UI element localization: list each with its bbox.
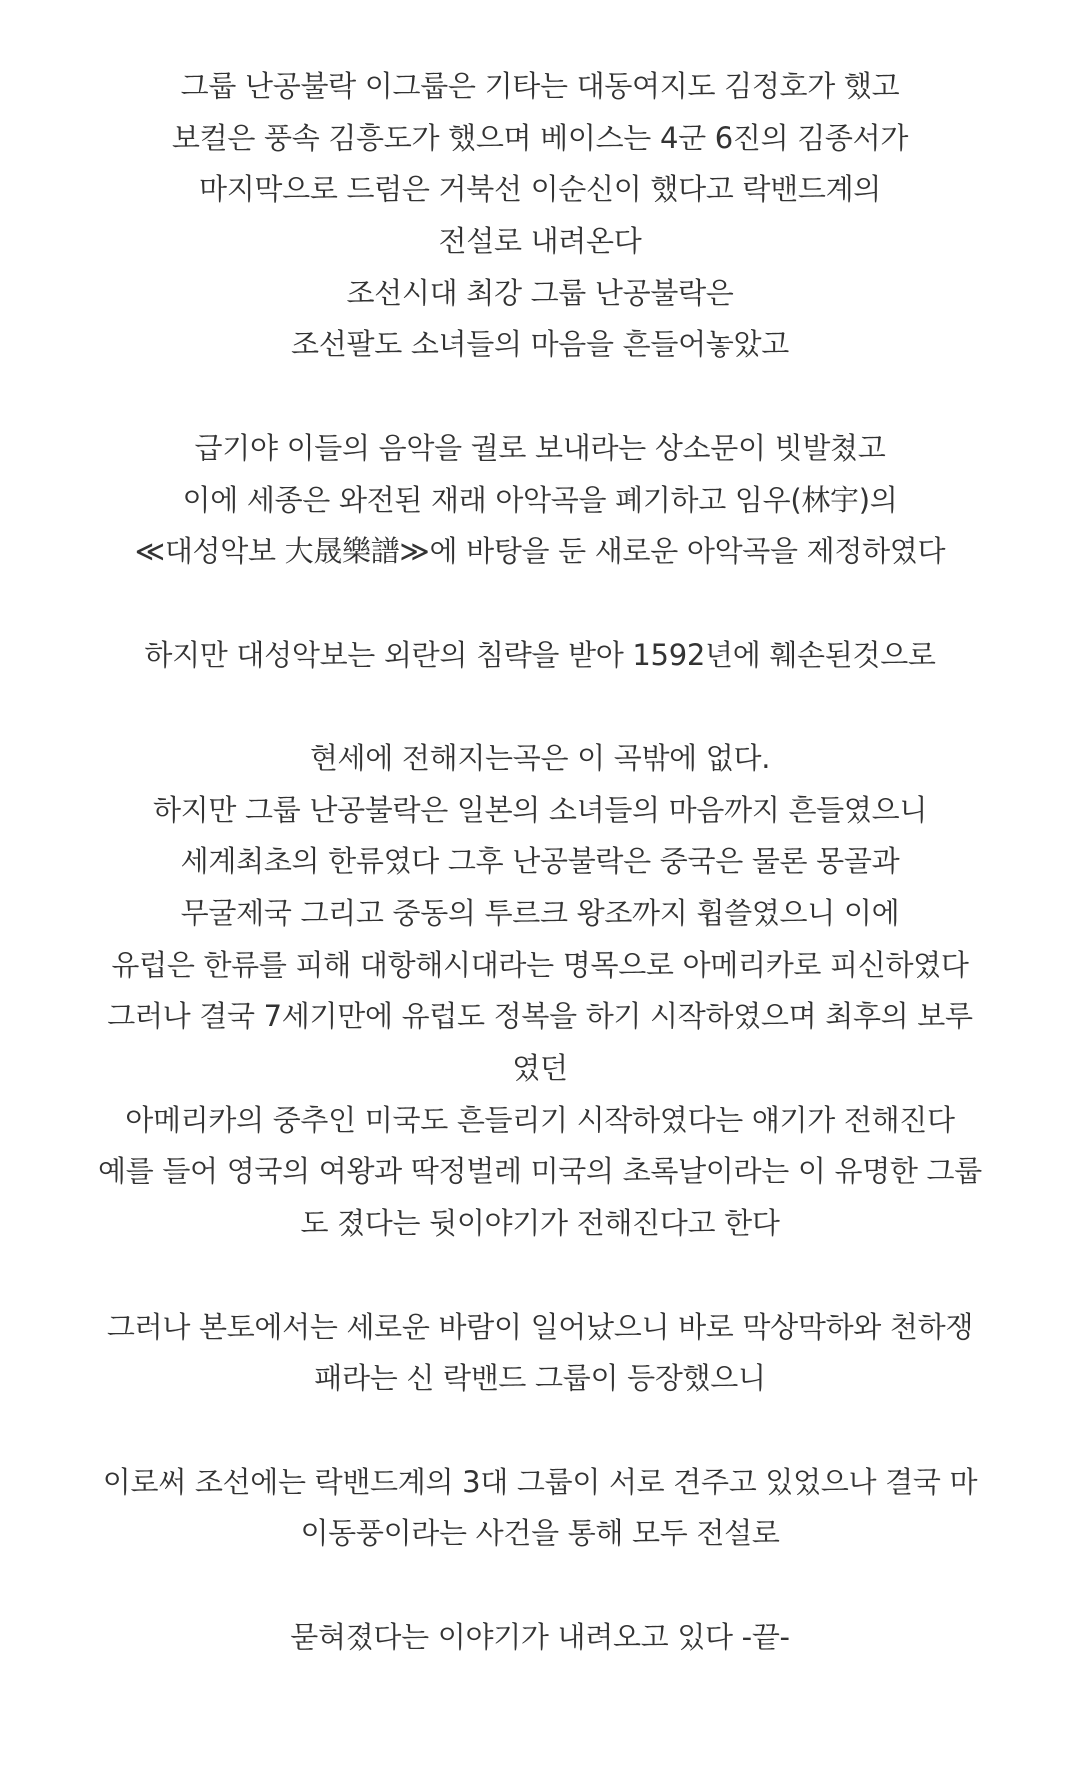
blank-line [40,1405,1040,1457]
text-line: 마지막으로 드럼은 거북선 이순신이 했다고 락밴드계의 [198,172,881,207]
text-line: 이로써 조선에는 락밴드계의 3대 그룹이 서로 견주고 있었으나 결국 마 [102,1464,978,1499]
text-line: 도 졌다는 뒷이야기가 전해진다고 한다 [300,1206,780,1241]
text-line: 그러나 본토에서는 세로운 바람이 일어났으니 바로 막상막하와 천하쟁 [106,1309,974,1344]
text-line: 묻혀졌다는 이야기가 내려오고 있다 -끝- [290,1619,790,1654]
text-line: 하지만 그룹 난공불락은 일본의 소녀들의 마음까지 흔들였으니 [152,792,928,827]
blank-line [40,681,1040,733]
text-line: 전설로 내려온다 [438,224,642,259]
text-line: 그룹 난공불락 이그룹은 기타는 대동여지도 김정호가 했고 [180,69,900,103]
blank-line [40,578,1040,630]
story-text [40,61,1040,1663]
text-line: 이에 세종은 와전된 재래 아악곡을 폐기하고 임우(林宇)의 [182,482,898,517]
text-line: 패라는 신 락밴드 그룹이 등장했으니 [314,1361,766,1396]
text-line: 조선시대 최강 그룹 난공불락은 [346,275,734,310]
text-line: 그러나 결국 7세기만에 유럽도 정복을 하기 시작하였으며 최후의 보루 [107,999,973,1034]
text-line: 세계최초의 한류였다 그후 난공불락은 중국은 물론 몽골과 [180,844,900,879]
text-line: 유럽은 한류를 피해 대항해시대라는 명목으로 아메리카로 피신하였다 [111,947,969,982]
blank-line [40,1560,1040,1612]
text-line: 보컬은 풍속 김흥도가 했으며 베이스는 4군 6진의 김종서가 [171,120,909,155]
blank-line [40,371,1040,423]
text-line: 조선팔도 소녀들의 마음을 흔들어놓았고 [291,327,789,362]
text-line: ≪대성악보 大晟樂譜≫에 바탕을 둔 새로운 아악곡을 제정하였다 [134,534,946,569]
text-line: 급기야 이들의 음악을 궐로 보내라는 상소문이 빗발쳤고 [194,430,886,465]
text-line: 하지만 대성악보는 외란의 침략을 받아 1592년에 훼손된것으로 [144,637,936,672]
text-line: 였던 [512,1051,568,1086]
text-line: 아메리카의 중추인 미국도 흔들리기 시작하였다는 얘기가 전해진다 [125,1102,955,1137]
text-line: 이동풍이라는 사건을 통해 모두 전설로 [300,1516,780,1551]
text-line: 현세에 전해지는곡은 이 곡밖에 없다. [309,740,771,775]
blank-line [40,1250,1040,1302]
text-line: 무굴제국 그리고 중동의 투르크 왕조까지 휩쓸였으니 이에 [180,896,900,930]
text-line: 예를 들어 영국의 여왕과 딱정벌레 미국의 초록날이라는 이 유명한 그룹 [98,1154,982,1189]
